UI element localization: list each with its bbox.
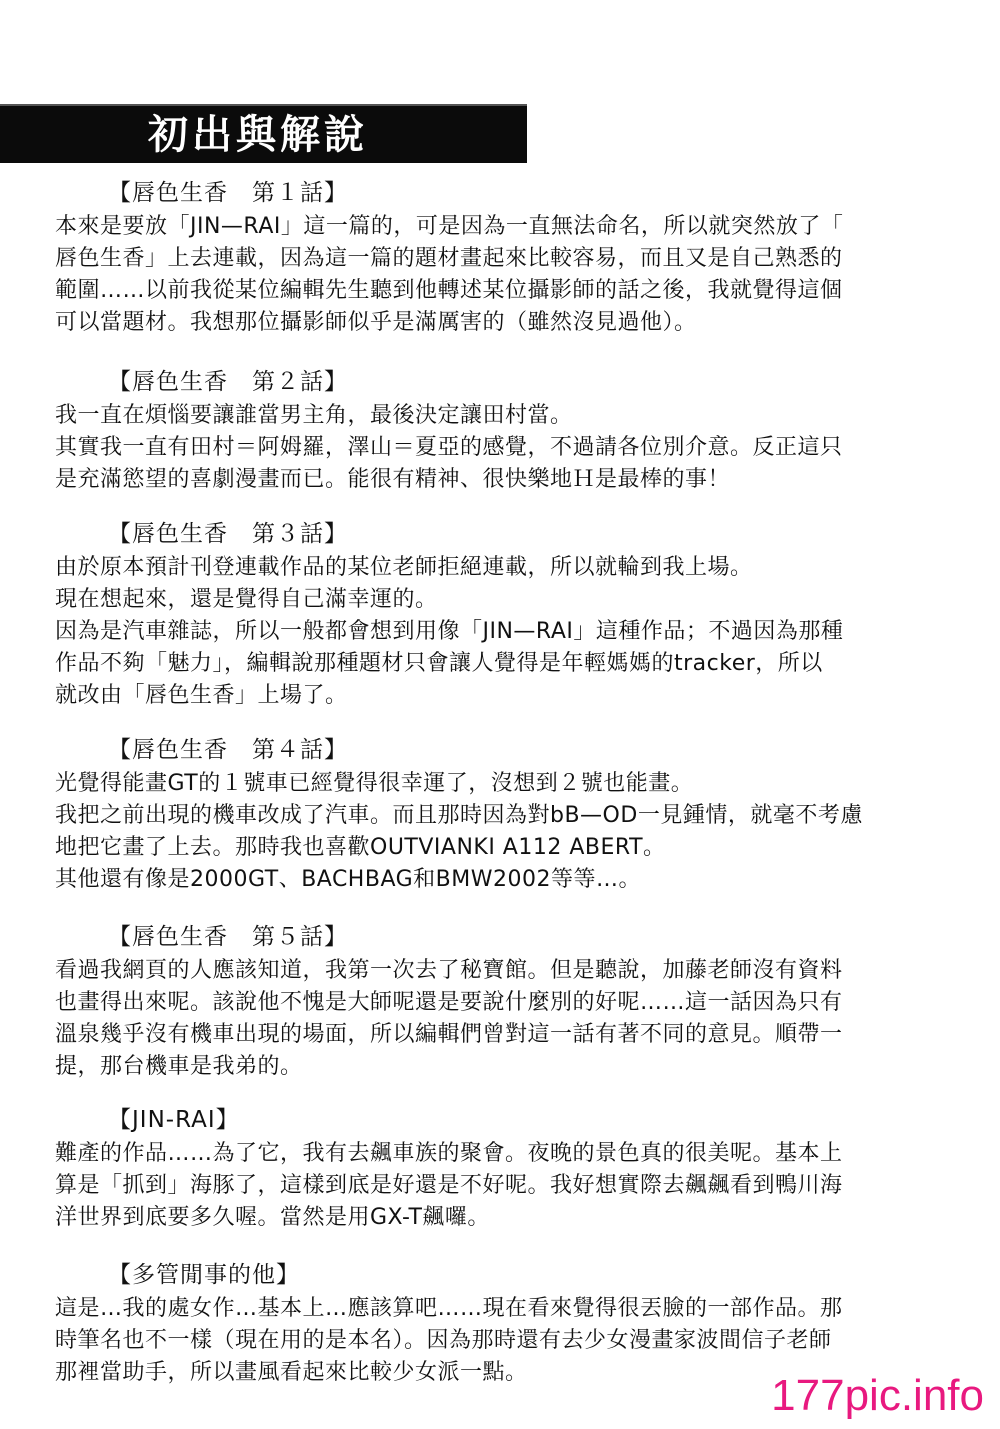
paragraph-line: 就改由「唇色生香」上場了。 (55, 683, 348, 708)
paragraph-line: 範圍……以前我從某位編輯先生聽到他轉述某位攝影師的話之後，我就覺得這個 (55, 278, 843, 303)
paragraph-line: 作品不夠「魅力」，編輯說那種題材只會讓人覺得是年輕媽媽的tracker，所以 (55, 651, 823, 676)
section-heading: 【唇色生香 第３話】 (108, 521, 348, 547)
paragraph-line: 可以當題材。我想那位攝影師似乎是滿厲害的（雖然沒見過他）。 (55, 310, 697, 335)
section-heading: 【唇色生香 第５話】 (108, 924, 348, 950)
section-heading: 【唇色生香 第１話】 (108, 180, 348, 206)
paragraph-line: 我一直在煩惱要讓誰當男主角，最後決定讓田村當。 (55, 403, 573, 428)
paragraph-line: 那裡當助手，所以畫風看起來比較少女派一點。 (55, 1360, 528, 1385)
section-heading: 【唇色生香 第４話】 (108, 737, 348, 763)
paragraph-line: 現在想起來，還是覺得自己滿幸運的。 (55, 587, 438, 612)
paragraph-line: 算是「抓到」海豚了，這樣到底是好還是不好呢。我好想實際去飆飆看到鴨川海 (55, 1173, 843, 1198)
paragraph-line: 本來是要放「JIN—RAI」這一篇的，可是因為一直無法命名，所以就突然放了「 (55, 214, 844, 239)
page-title: 初出與解說 (148, 112, 368, 158)
paragraph-line: 也畫得出來呢。該說他不愧是大師呢還是要說什麼別的好呢……這一話因為只有 (55, 990, 843, 1015)
paragraph-line: 唇色生香」上去連載，因為這一篇的題材畫起來比較容易，而且又是自己熟悉的 (55, 246, 843, 271)
paragraph-line: 溫泉幾乎沒有機車出現的場面，所以編輯們曾對這一話有著不同的意見。順帶一 (55, 1022, 843, 1047)
section-chapter-4 (55, 735, 935, 896)
section-heading: 【唇色生香 第２話】 (108, 369, 348, 395)
section-chapter-1 (55, 178, 935, 339)
paragraph-line: 光覺得能畫GT的１號車已經覺得很幸運了，沒想到２號也能畫。 (55, 771, 694, 796)
paragraph-line: 這是…我的處女作…基本上…應該算吧……現在看來覺得很丟臉的一部作品。那 (55, 1296, 843, 1321)
paragraph-line: 看過我網頁的人應該知道，我第一次去了秘寶館。但是聽說，加藤老師沒有資料 (55, 958, 843, 983)
paragraph-line: 洋世界到底要多久喔。當然是用GX-T飆囉。 (55, 1205, 490, 1230)
section-heading: 【多管閒事的他】 (108, 1262, 300, 1288)
paragraph-line: 是充滿慾望的喜劇漫畫而已。能很有精神、很快樂地Ｈ是最棒的事！ (55, 467, 731, 492)
section-heading: 【JIN-RAI】 (108, 1107, 240, 1133)
section-chapter-5 (55, 922, 935, 1083)
paragraph-line: 其他還有像是2000GT、BACHBAG和BMW2002等等…。 (55, 867, 641, 892)
paragraph-line: 提，那台機車是我弟的。 (55, 1054, 303, 1079)
title-banner (0, 104, 527, 163)
paragraph-line: 地把它畫了上去。那時我也喜歡OUTVIANKI A112 ABERT。 (55, 835, 666, 860)
section-chapter-2 (55, 367, 935, 496)
paragraph-line: 由於原本預計刊登連載作品的某位老師拒絕連載，所以就輪到我上場。 (55, 555, 753, 580)
paragraph-line: 難產的作品……為了它，我有去飆車族的聚會。夜晚的景色真的很美呢。基本上 (55, 1141, 843, 1166)
paragraph-line: 時筆名也不一樣（現在用的是本名）。因為那時還有去少女漫畫家波間信子老師 (55, 1328, 832, 1353)
paragraph-line: 其實我一直有田村＝阿姆羅，澤山＝夏亞的感覺，不過請各位別介意。反正這只 (55, 435, 843, 460)
section-jin-rai (55, 1105, 935, 1234)
site-watermark: 177pic.info (767, 1370, 988, 1422)
paragraph-line: 因為是汽車雜誌，所以一般都會想到用像「JIN—RAI」這種作品；不過因為那種 (55, 619, 844, 644)
section-chapter-3 (55, 519, 935, 712)
paragraph-line: 我把之前出現的機車改成了汽車。而且那時因為對bB—OD一見鍾情，就毫不考慮 (55, 803, 863, 828)
